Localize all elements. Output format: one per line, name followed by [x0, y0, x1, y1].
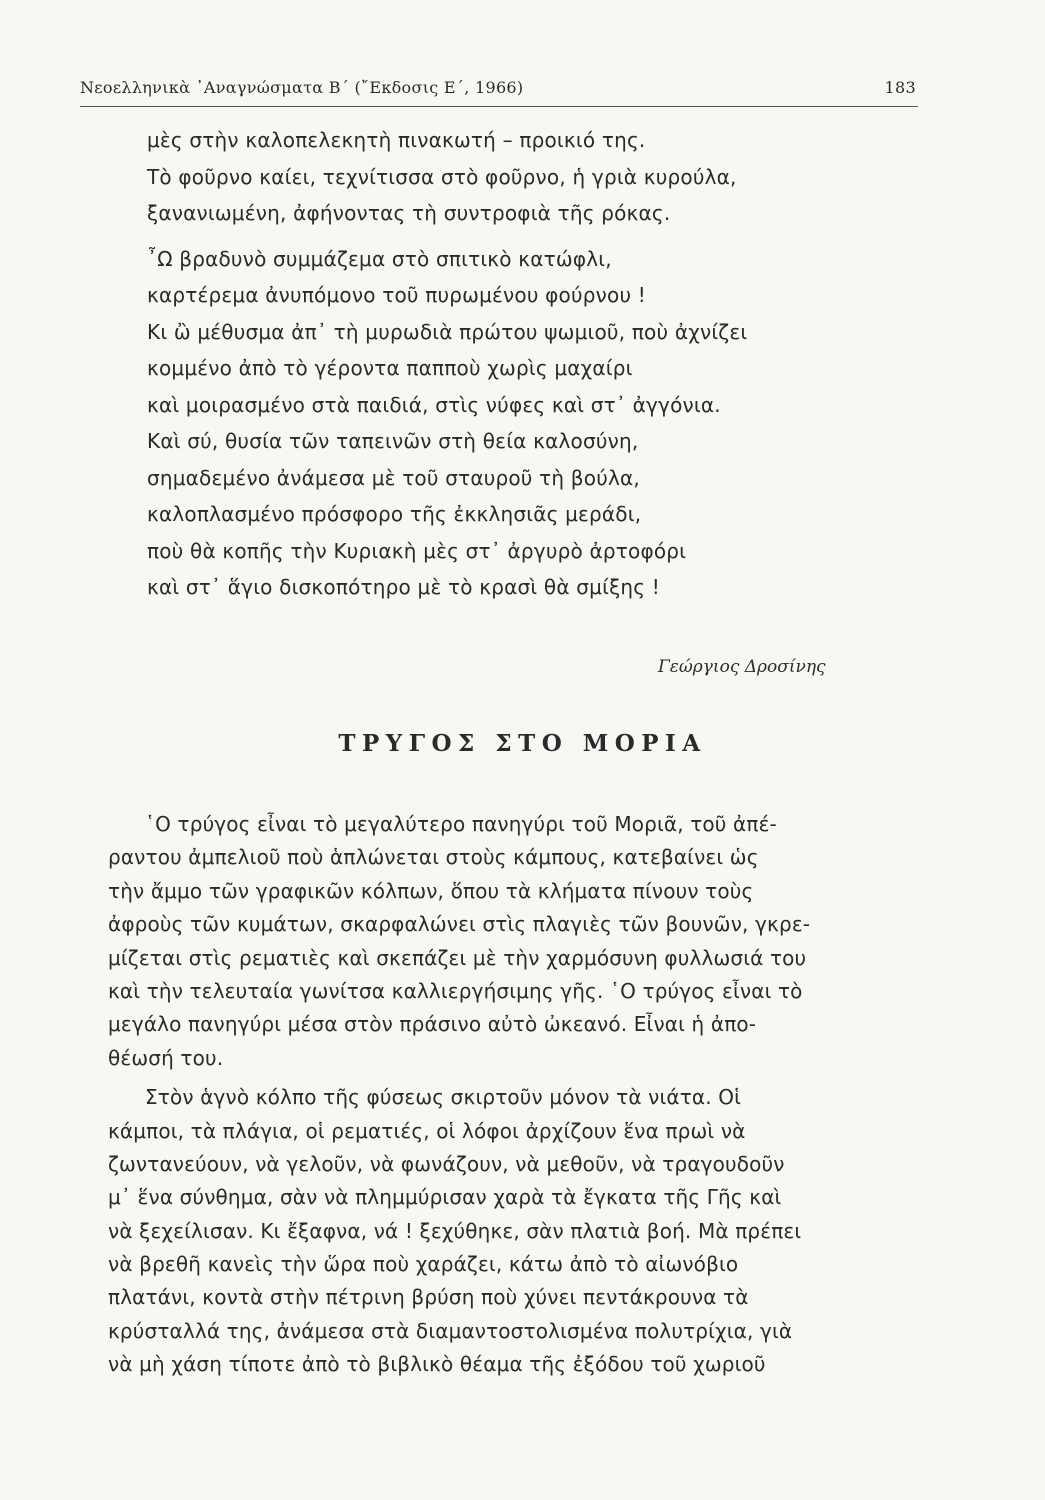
paragraph-line: νὰ βρεθῆ κανεὶς τὴν ὥρα ποὺ χαράζει, κάτω ἀπὸ τὸ αἰωνόβιο: [108, 1252, 739, 1277]
poem-line: ῏Ω βραδυνὸ συμμάζεμα στὸ σπιτικὸ κατώφλι,: [147, 246, 612, 271]
running-title: Νεοελληνικὰ ᾿Αναγνώσματα Β΄ (῎Εκδοσις Ε΄, 1966): [80, 78, 524, 97]
poem-line: καὶ στ᾿ ἅγιο δισκοπότηρο μὲ τὸ κρασὶ θὰ σμίξης !: [147, 575, 661, 599]
poem-line: κομμένο ἀπὸ τὸ γέροντα παπποὺ χωρὶς μαχαίρι: [147, 356, 633, 380]
poem-line: καὶ μοιρασμένο στὰ παιδιά, στὶς νύφες καὶ στ᾿ ἀγγόνια.: [147, 392, 721, 417]
paragraph-line: νὰ ξεχείλισαν. Κι ἔξαφνα, νά ! ξεχύθηκε, σὰν πλατιὰ βοή. Μὰ πρέπει: [108, 1218, 802, 1243]
poem-stanza: [147, 122, 937, 606]
paragraph-line: μίζεται στὶς ρεματιὲς καὶ σκεπάζει μὲ τὴν χαρμόσυνη φυλλωσιά του: [108, 945, 807, 970]
paragraph-line: μ᾿ ἕνα σύνθημα, σὰν νὰ πλημμύρισαν χαρὰ τὰ ἔγκατα τῆς Γῆς καὶ: [108, 1185, 782, 1210]
poem-line: καρτέρεμα ἀνυπόμονο τοῦ πυρωμένου φούρνου !: [147, 283, 647, 307]
paragraph-line: πλατάνι, κοντὰ στὴν πέτρινη βρύση ποὺ χύνει πεντάκρουνα τὰ: [108, 1285, 749, 1310]
poem-line: Τὸ φοῦρνο καίει, τεχνίτισσα στὸ φοῦρνο, ἡ γριὰ κυρούλα,: [147, 164, 737, 189]
poem-line: ποὺ θὰ κοπῆς τὴν Κυριακὴ μὲς στ᾿ ἀργυρὸ ἀρτοφόρι: [147, 538, 687, 563]
poem-line: ξανανιωμένη, ἀφήνοντας τὴ συντροφιὰ τῆς ρόκας.: [147, 201, 671, 225]
poem-line: σημαδεμένο ἀνάμεσα μὲ τοῦ σταυροῦ τὴ βούλα,: [147, 465, 640, 490]
prose-body: [108, 808, 926, 1382]
paragraph-line: κρύσταλλά της, ἀνάμεσα στὰ διαμαντοστολισμένα πολυτρίχια, γιὰ: [108, 1318, 793, 1343]
poem-line: Καὶ σύ, θυσία τῶν ταπεινῶν στὴ θεία καλοσύνη,: [147, 429, 639, 453]
paragraph-line: μεγάλο πανηγύρι μέσα στὸν πράσινο αὐτὸ ὠκεανό. Εἶναι ἡ ἀπο-: [108, 1012, 757, 1037]
poem-line: καλοπλασμένο πρόσφορο τῆς ἐκκλησιᾶς μεράδι,: [147, 502, 642, 526]
page-number: 183: [884, 78, 916, 97]
section-title: ΤΡΥΓΟΣ ΣΤΟ ΜΟΡΙΑ: [338, 730, 707, 757]
paragraph-line: ραντου ἀμπελιοῦ ποὺ ἁπλώνεται στοὺς κάμπους, κατεβαίνει ὡς: [108, 845, 759, 870]
paragraph-line: ῾Ο τρύγος εἶναι τὸ μεγαλύτερο πανηγύρι τοῦ Μοριᾶ, τοῦ ἀπέ-: [145, 812, 777, 836]
paragraph-line: κάμποι, τὰ πλάγια, οἱ ρεματιές, οἱ λόφοι ἀρχίζουν ἕνα πρωὶ νὰ: [108, 1118, 746, 1143]
paragraph-line: ἀφροὺς τῶν κυμάτων, σκαρφαλώνει στὶς πλαγιὲς τῶν βουνῶν, γκρε-: [108, 912, 811, 937]
poem-line: μὲς στὴν καλοπελεκητὴ πινακωτή – προικιό της.: [147, 128, 646, 152]
poem-author: Γεώργιος Δροσίνης: [658, 657, 826, 677]
paragraph-line: θέωσή του.: [108, 1045, 224, 1070]
paragraph-line: τὴν ἄμμο τῶν γραφικῶν κόλπων, ὅπου τὰ κλήματα πίνουν τοὺς: [108, 878, 754, 903]
poem-line: Κι ὢ μέθυσμα ἀπ᾿ τὴ μυρωδιὰ πρώτου ψωμιοῦ, ποὺ ἀχνίζει: [147, 319, 748, 344]
paragraph-line: ζωντανεύουν, νὰ γελοῦν, νὰ φωνάζουν, νὰ μεθοῦν, νὰ τραγουδοῦν: [108, 1151, 785, 1176]
paragraph-line: καὶ τὴν τελευταία γωνίτσα καλλιεργήσιμης γῆς. ῾Ο τρύγος εἶναι τὸ: [108, 978, 803, 1003]
paragraph-line: νὰ μὴ χάση τίποτε ἀπὸ τὸ βιβλικὸ θέαμα τῆς ἐξόδου τοῦ χωριοῦ: [108, 1352, 766, 1377]
paragraph-line: Στὸν ἁγνὸ κόλπο τῆς φύσεως σκιρτοῦν μόνον τὰ νιάτα. Οἱ: [145, 1085, 742, 1110]
page-header: [80, 74, 918, 107]
